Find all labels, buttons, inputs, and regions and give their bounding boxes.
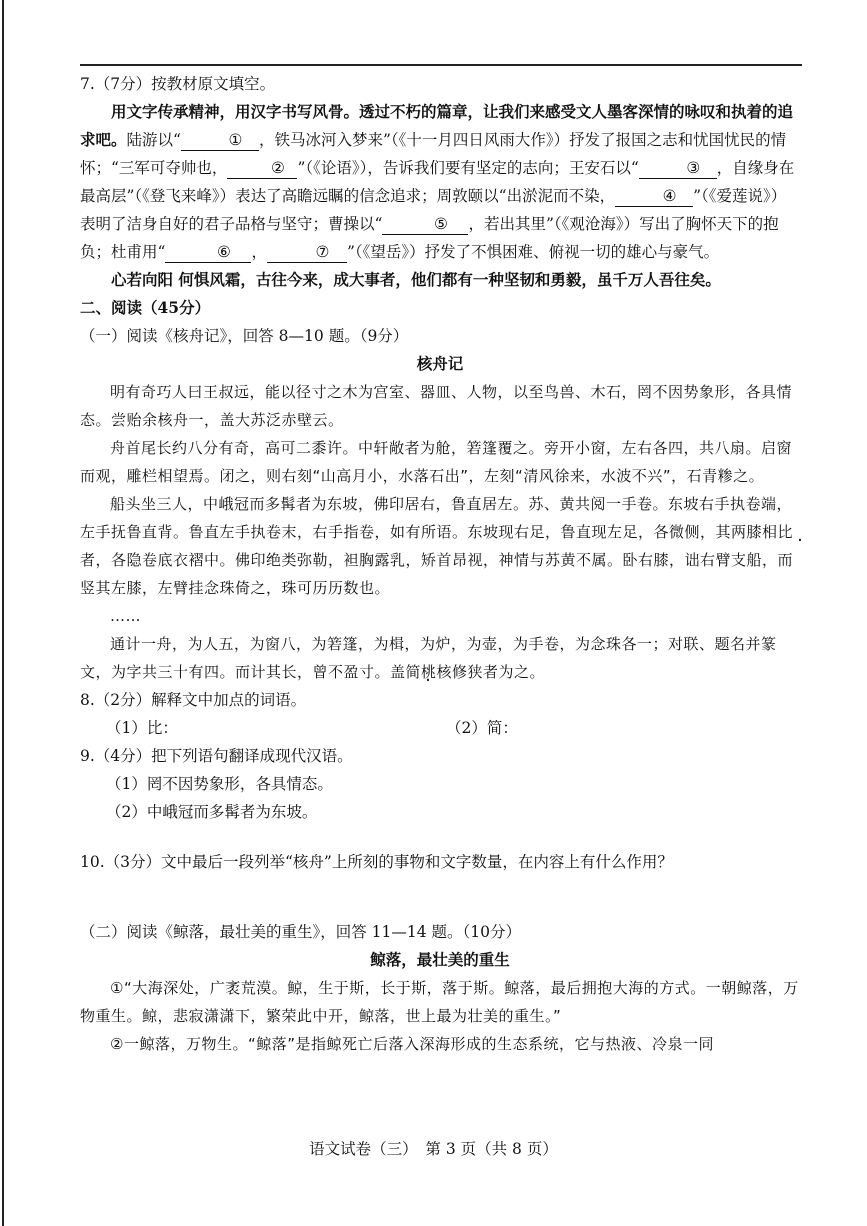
question-9-heading: 9.（4分）把下列语句翻译成现代汉语。 (80, 747, 353, 765)
reading-1-paragraph-3 (80, 490, 800, 602)
exam-page (80, 70, 800, 1058)
dotted-word-bi: 比 (777, 523, 794, 541)
blank-1[interactable]: ① (181, 130, 259, 151)
reading-2-heading: （二）阅读《鲸落，最壮美的重生》，回答 11—14 题。（10分） (80, 923, 522, 941)
reading-1-paragraph-2: 舟首尾长约八分有奇，高可二黍许。中轩敞者为舱，箬篷覆之。旁开小窗，左右各四，共八扇。启窗而观，雕栏相望焉。闭之，则右刻“山高月小，水落石出”，左刻“清风徐来，水波不兴”，石青糁之。 (80, 439, 793, 485)
q7-text-7b: ”（《望岳》）抒发了不惧困难、俯视一切的雄心与豪气。 (346, 243, 720, 261)
reading-1-heading: （一）阅读《核舟记》，回答 8—10 题。（9分） (80, 327, 409, 345)
question-7-closing: 心若向阳 何惧风霜，古往今来，成大事者，他们都有一种坚韧和勇毅，虽千万人吾往矣。 (111, 270, 721, 289)
q7-text-3b: ，自缘身在最高层”（《登飞来峰》）表达了高瞻远瞩的信念追求；周敦颐以“出淤泥而不染， (80, 159, 795, 205)
q7-text-2b: ”（《论语》），告诉我们要有坚定的志向；王安石以“ (297, 159, 639, 177)
question-8-answers (80, 714, 800, 742)
blank-2[interactable]: ② (227, 158, 297, 179)
answer-space-9[interactable] (80, 826, 800, 848)
reading-2-title: 鲸落，最壮美的重生 (370, 950, 510, 969)
p3-text-b: 者，各隐卷底衣褶中。佛印绝类弥勒，袒胸露乳，矫首昂视，神情与苏黄不属。卧右膝，诎右臂支船，而竖其左膝，左臂挂念珠倚之，珠可历历数也。 (80, 551, 794, 597)
reading-2-paragraph-2: ②一鲸落，万物生。“鲸落”是指鲸死亡后落入深海形成的生态系统，它与热液、冷泉一同 (110, 1035, 714, 1053)
blank-4[interactable]: ④ (615, 186, 693, 207)
question-8-heading: 8.（2分）解释文中加点的词语。 (80, 691, 307, 709)
q7-text-1a: 陆游以“ (126, 131, 181, 149)
question-7-heading: 7.（7分）按教材原文填空。 (80, 75, 276, 93)
reading-1-ellipsis: …… (110, 607, 141, 625)
reading-1-paragraph-1: 明有奇巧人曰王叔远，能以径寸之木为宫室、器皿、人物，以至鸟兽、木石，罔不因势象形，各具情态。尝贻余核舟一，盖大苏泛赤壁云。 (80, 383, 793, 429)
page-footer: 语文试卷（三） 第 3 页（共 8 页） (309, 1140, 558, 1158)
blank-7[interactable]: ⑦ (267, 242, 347, 263)
blank-3[interactable]: ③ (639, 158, 717, 179)
reading-2-paragraph-1: ①“大海深处，广袤荒漠。鲸，生于斯，长于斯，落于斯。鲸落，最后拥抱大海的方式。一朝鲸落，万物重生。鲸，悲寂潇潇下，繁荣此中开，鲸落，世上最为壮美的重生。” (80, 979, 799, 1025)
question-9-item-2: （2）中峨冠而多髯者为东坡。 (106, 803, 318, 821)
p4-text-a: 通计一舟，为人五，为窗八，为箬篷，为楫，为炉，为壶，为手卷，为念珠各一；对联、题名并篆文，为字共三十有四。而计其长，曾不盈寸。盖 (80, 635, 777, 681)
page-left-border (2, 0, 4, 1226)
page-top-rule (80, 64, 802, 66)
q7-text-4b: ”（《爱莲说》）表明了洁身自好的君子品格与坚守；曹操以“ (80, 187, 787, 233)
dotted-word-jian: 简 (405, 663, 422, 681)
reading-1-title: 核舟记 (416, 354, 464, 373)
question-7-body (80, 98, 800, 266)
q7-text-5b: ，若出其里”（《观沧海》）写出了胸怀天下的抱负；杜甫用“ (80, 215, 779, 261)
q7-text-1b: ，铁马冰河入梦来”（《十一月四日风雨大作》）抒发了报国之志和忧国忧民的情怀；“三军可夺帅也， (80, 131, 787, 177)
blank-5[interactable]: ⑤ (382, 214, 468, 235)
question-8-item-1[interactable]: （1）比： (106, 719, 178, 737)
q7-text-6b: ， (251, 243, 267, 261)
question-10-heading: 10.（3分）文中最后一段列举“核舟”上所刻的事物和文字数量，在内容上有什么作用？ (80, 853, 673, 871)
p3-text-a: 船头坐三人，中峨冠而多髯者为东坡，佛印居右，鲁直居左。苏、黄共阅一手卷。东坡右手执卷端，左手抚鲁直背。鲁直左手执卷末，右手指卷，如有所语。东坡现右足，鲁直现左足，各微侧，其两膝相 (80, 495, 793, 541)
section-2-heading: 二、阅读（45分） (80, 298, 211, 317)
answer-space-10[interactable] (80, 876, 800, 918)
question-8-item-2[interactable]: （2）简： (446, 719, 518, 737)
question-7-intro: 用文字传承精神，用汉字书写风骨。透过不朽的篇章，让我们来感受文人墨客深情的咏叹和执着的追求吧。 (80, 102, 794, 149)
question-9-item-1: （1）罔不因势象形，各具情态。 (106, 775, 333, 793)
p4-text-b: 桃核修狭者为之。 (421, 663, 546, 681)
reading-1-paragraph-4 (80, 630, 800, 686)
blank-6[interactable]: ⑥ (165, 242, 251, 263)
